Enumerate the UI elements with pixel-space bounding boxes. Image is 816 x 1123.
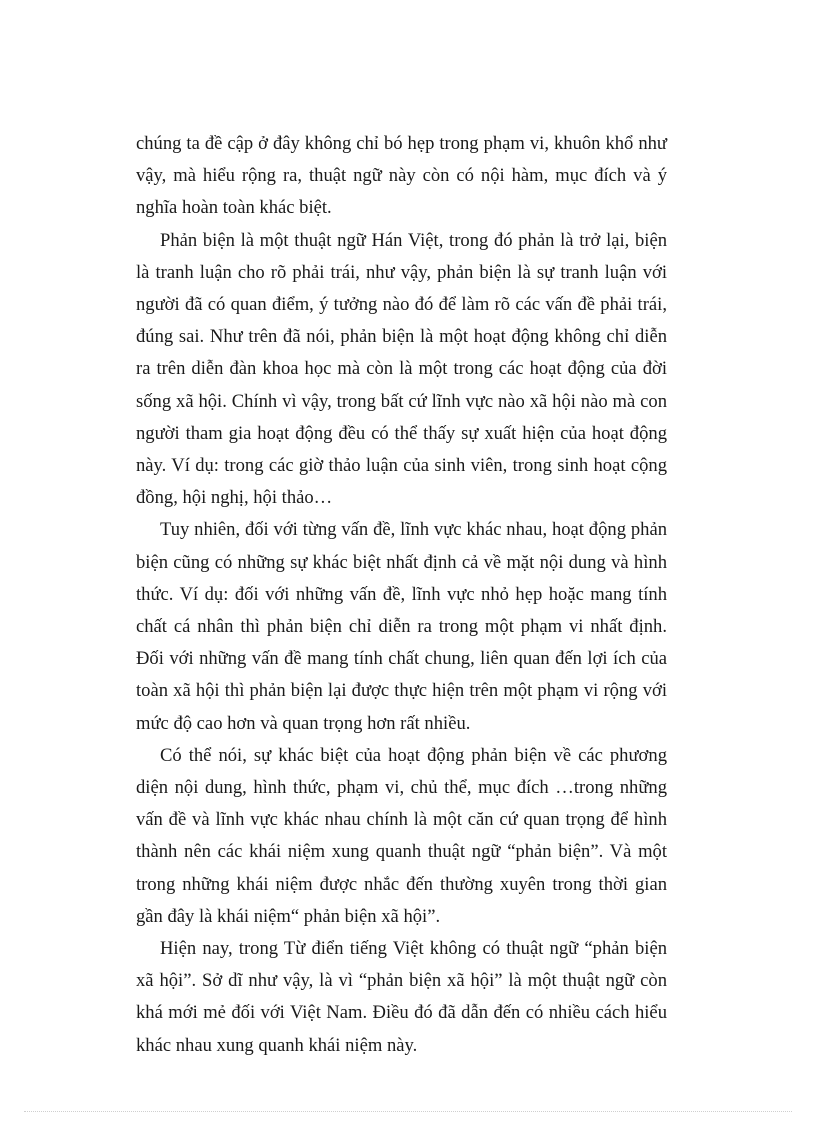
document-body (136, 128, 667, 1062)
paragraph-4: Có thể nói, sự khác biệt của hoạt động phản biện về các phương diện nội dung, hình thức, phạm vi, chủ thể, mục đích …trong những vấn đề và lĩnh vực khác nhau chính là một căn cứ quan trọng để hình thành nên các khái niệm xung quanh thuật ngữ “phản biện”. Và một trong những khái niệm được nhắc đến thường xuyên trong thời gian gần đây là khái niệm“ phản biện xã hội”. (136, 744, 667, 927)
page-bottom-divider (24, 1111, 792, 1112)
paragraph-2: Phản biện là một thuật ngữ Hán Việt, trong đó phản là trở lại, biện là tranh luận cho rõ phải trái, như vậy, phản biện là sự tranh luận với người đã có quan điểm, ý tưởng nào đó để làm rõ các vấn đề phải trái, đúng sai. Như trên đã nói, phản biện là một hoạt động không chỉ diễn ra trên diễn đàn khoa học mà còn là một trong các hoạt động của đời sống xã hội. Chính vì vậy, trong bất cứ lĩnh vực nào xã hội nào mà con người tham gia hoạt động đều có thể thấy sự xuất hiện của hoạt động này. Ví dụ: trong các giờ thảo luận của sinh viên, trong sinh hoạt cộng đồng, hội nghị, hội thảo… (136, 229, 667, 509)
paragraph-1: chúng ta đề cập ở đây không chỉ bó hẹp trong phạm vi, khuôn khổ như vậy, mà hiểu rộng ra, thuật ngữ này còn có nội hàm, mục đích và ý nghĩa hoàn toàn khác biệt. (136, 133, 667, 219)
paragraph-3: Tuy nhiên, đối với từng vấn đề, lĩnh vực khác nhau, hoạt động phản biện cũng có những sự khác biệt nhất định cả về mặt nội dung và hình thức. Ví dụ: đối với những vấn đề, lĩnh vực nhỏ hẹp hoặc mang tính chất cá nhân thì phản biện chỉ diễn ra trong một phạm vi nhất định. Đối với những vấn đề mang tính chất chung, liên quan đến lợi ích của toàn xã hội thì phản biện lại được thực hiện trên một phạm vi rộng với mức độ cao hơn và quan trọng hơn rất nhiều. (136, 519, 667, 734)
paragraph-5: Hiện nay, trong Từ điển tiếng Việt không có thuật ngữ “phản biện xã hội”. Sở dĩ như vậy, là vì “phản biện xã hội” là một thuật ngữ còn khá mới mẻ đối với Việt Nam. Điều đó đã dẫn đến có nhiều cách hiểu khác nhau xung quanh khái niệm này. (136, 938, 667, 1056)
